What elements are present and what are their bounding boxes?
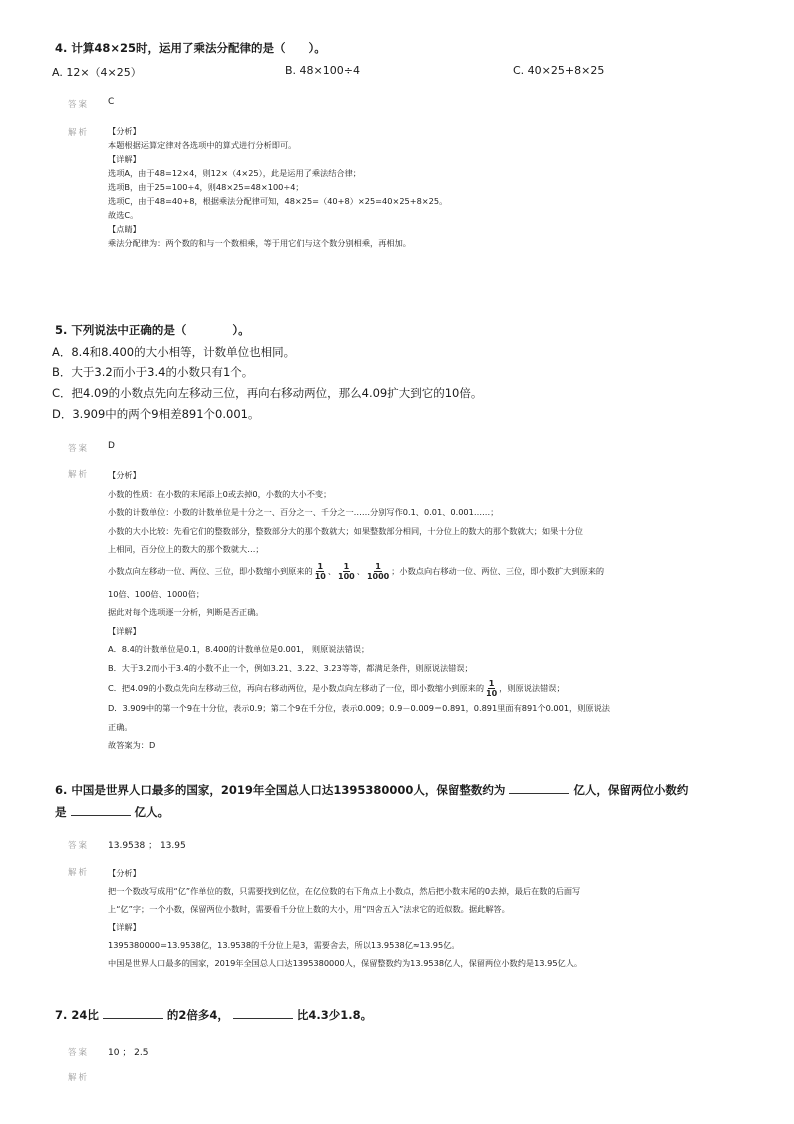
q5-exp-text: 小数点向左移动一位、两位、三位，即小数缩小到原来的 xyxy=(108,566,313,577)
q6-exp-line: 1395380000=13.9538亿，13.9538的千分位上是3，需要舍去，所以13.9538亿≈13.95亿。 xyxy=(108,940,460,950)
q4-exp-line: 本题根据运算定律对各选项中的算式进行分析即可。 xyxy=(108,140,297,150)
q5-exp-line: 小数的计数单位：小数的计数单位是十分之一、百分之一、千分之一……分别写作0.1、0.01、0.001……； xyxy=(108,507,499,517)
q5-option-a: A．8.4和8.400的大小相等，计数单位也相同。 xyxy=(52,345,296,359)
q7-blank-1[interactable] xyxy=(103,1008,163,1019)
q6-exp-line: 把一个数改写成用“亿”作单位的数，只需要找到亿位，在亿位数的右下角点上小数点，然后把小数末尾的0去掉，最后在数的后面写 xyxy=(108,886,581,896)
q5-exp-line: 小数点向左移动一位、两位、三位，即小数缩小到原来的 $\frac{1}{10}$ 、 $\frac{1}{100}$ 、 $\frac{1}{1000}$ ；小数点向右移动一位、两位、三位，即小数扩大到原来的 xyxy=(108,562,605,581)
q4-exp-line: 【点睛】 xyxy=(108,224,141,234)
q6-exp-line: 上“亿”字；一个小数，保留两位小数时，需要看千分位上数的大小，用“四舍五入”法求它的近似数。据此解答。 xyxy=(108,904,510,914)
q6-stem-line2: 是 亿人。 xyxy=(55,805,169,819)
q5-exp-line: 故答案为：D xyxy=(108,740,156,750)
q4-stem: 4. 计算48×25时，运用了乘法分配律的是（ ）。 xyxy=(55,41,326,55)
fraction-one-hundredth: $\frac{1}{100}$ xyxy=(338,562,355,581)
q5-exp-line: B．大于3.2而小于3.4的小数不止一个，例如3.21、3.22、3.23等等，都满足条件，则原说法错误； xyxy=(108,662,473,673)
q7-answer: 10 ； 2.5 xyxy=(108,1048,149,1058)
q4-option-b: B. 48×100÷4 xyxy=(285,64,360,77)
q4-option-c: C. 40×25+8×25 xyxy=(513,64,605,77)
q5-option-c: C．把4.09的小数点先向左移动三位，再向右移动两位，那么4.09扩大到它的10倍。 xyxy=(52,386,483,400)
q5-exp-line: A．8.4的计数单位是0.1，8.400的计数单位是0.001， 则原说法错误； xyxy=(108,644,370,654)
q5-exp-line: 正确。 xyxy=(108,721,133,732)
q6-stem-line1: 6. 中国是世界人口最多的国家，2019年全国总人口达1395380000人，保留整数约为 亿人，保留两位小数约 xyxy=(55,783,689,797)
q5-option-b: B．大于3.2而小于3.4的小数只有1个。 xyxy=(52,365,254,379)
q6-explain-label: 解析 xyxy=(68,868,90,878)
fraction-one-thousandth: $\frac{1}{1000}$ xyxy=(366,562,390,581)
q5-exp-line: D．3.909中的第一个9在十分位，表示0.9；第二个9在千分位，表示0.009；0.9－0.009＝0.891，0.891里面有891个0.001，则原说法 xyxy=(108,703,610,713)
q4-exp-line: 选项C，由于48=40+8，根据乘法分配律可知，48×25=（40+8）×25=40×25+8×25。 xyxy=(108,196,448,206)
q5-exp-line: 【详解】 xyxy=(108,625,141,636)
q6-answer: 13.9538 ； 13.95 xyxy=(108,841,186,851)
q6-exp-line: 【详解】 xyxy=(108,922,141,932)
q6-blank-1[interactable] xyxy=(509,783,569,794)
q4-option-a: A. 12×（4×25） xyxy=(52,66,142,79)
q7-answer-label: 答案 xyxy=(68,1048,90,1058)
q5-exp-text: ；小数点向右移动一位、两位、三位，即小数扩大到原来的 xyxy=(391,566,605,577)
q4-exp-line: 故选C。 xyxy=(108,210,139,220)
q5-answer-label: 答案 xyxy=(68,444,90,454)
q5-exp-line: 小数的大小比较：先看它们的整数部分，整数部分大的那个数就大；如果整数部分相同，十分位上的数大的那个数就大；如果十分位 xyxy=(108,525,583,536)
q4-exp-line: 【分析】 xyxy=(108,126,141,136)
q5-exp-line: 【分析】 xyxy=(108,470,141,480)
q5-exp-line: 上相同，百分位上的数大的那个数就大…； xyxy=(108,544,264,554)
q6-answer-label: 答案 xyxy=(68,841,90,851)
q5-exp-text: ，则原说法错误； xyxy=(499,682,565,693)
fraction-one-tenth: $\frac{1}{10}$ xyxy=(314,562,326,581)
q4-exp-line: 选项A，由于48=12×4，则12×（4×25），此是运用了乘法结合律； xyxy=(108,168,361,178)
q5-stem-text: 5. 下列说法中正确的是（ xyxy=(55,323,187,337)
fraction-one-tenth: $\frac{1}{10}$ xyxy=(486,678,498,698)
q5-exp-line: 10倍、100倍、1000倍； xyxy=(108,588,205,599)
q4-exp-line: 选项B，由于25=100÷4，则48×25=48×100÷4； xyxy=(108,182,304,192)
q5-explain-label: 解析 xyxy=(68,470,90,480)
q5-answer: D xyxy=(108,441,115,451)
q4-exp-line: 乘法分配律为：两个数的和与一个数相乘，等于用它们与这个数分别相乘，再相加。 xyxy=(108,238,411,248)
q6-exp-line: 中国是世界人口最多的国家，2019年全国总人口达1395380000人，保留整数约为13.9538亿人，保留两位小数约是13.95亿人。 xyxy=(108,958,583,968)
q4-explanation xyxy=(108,124,447,250)
q4-answer-label: 答案 xyxy=(68,100,90,110)
q7-stem: 7. 24比 的2倍多4， 比4.3少1.8。 xyxy=(55,1008,373,1022)
q5-option-d: D．3.909中的两个9相差891个0.001。 xyxy=(52,407,260,421)
q5-exp-line xyxy=(108,677,610,699)
q6-explanation xyxy=(108,864,582,972)
q5-exp-line: 小数的性质：在小数的末尾添上0或去掉0，小数的大小不变； xyxy=(108,488,332,499)
q6-blank-2[interactable] xyxy=(71,805,131,816)
q4-explain-label: 解析 xyxy=(68,128,90,138)
q5-exp-line: 据此对每个选项逐一分析，判断是否正确。 xyxy=(108,607,264,617)
q6-exp-line: 【分析】 xyxy=(108,868,141,878)
q7-blank-2[interactable] xyxy=(233,1008,293,1019)
q4-exp-line: 【详解】 xyxy=(108,154,141,164)
q5-stem xyxy=(55,322,250,338)
q5-explanation xyxy=(108,466,610,755)
q5-stem-end: ）。 xyxy=(232,323,250,337)
q5-exp-text: C．把4.09的小数点先向左移动三位，再向右移动两位，是小数点向左移动了一位，即小数缩小到原来的 xyxy=(108,682,485,693)
q7-explain-label: 解析 xyxy=(68,1073,90,1083)
q4-answer: C xyxy=(108,97,115,107)
